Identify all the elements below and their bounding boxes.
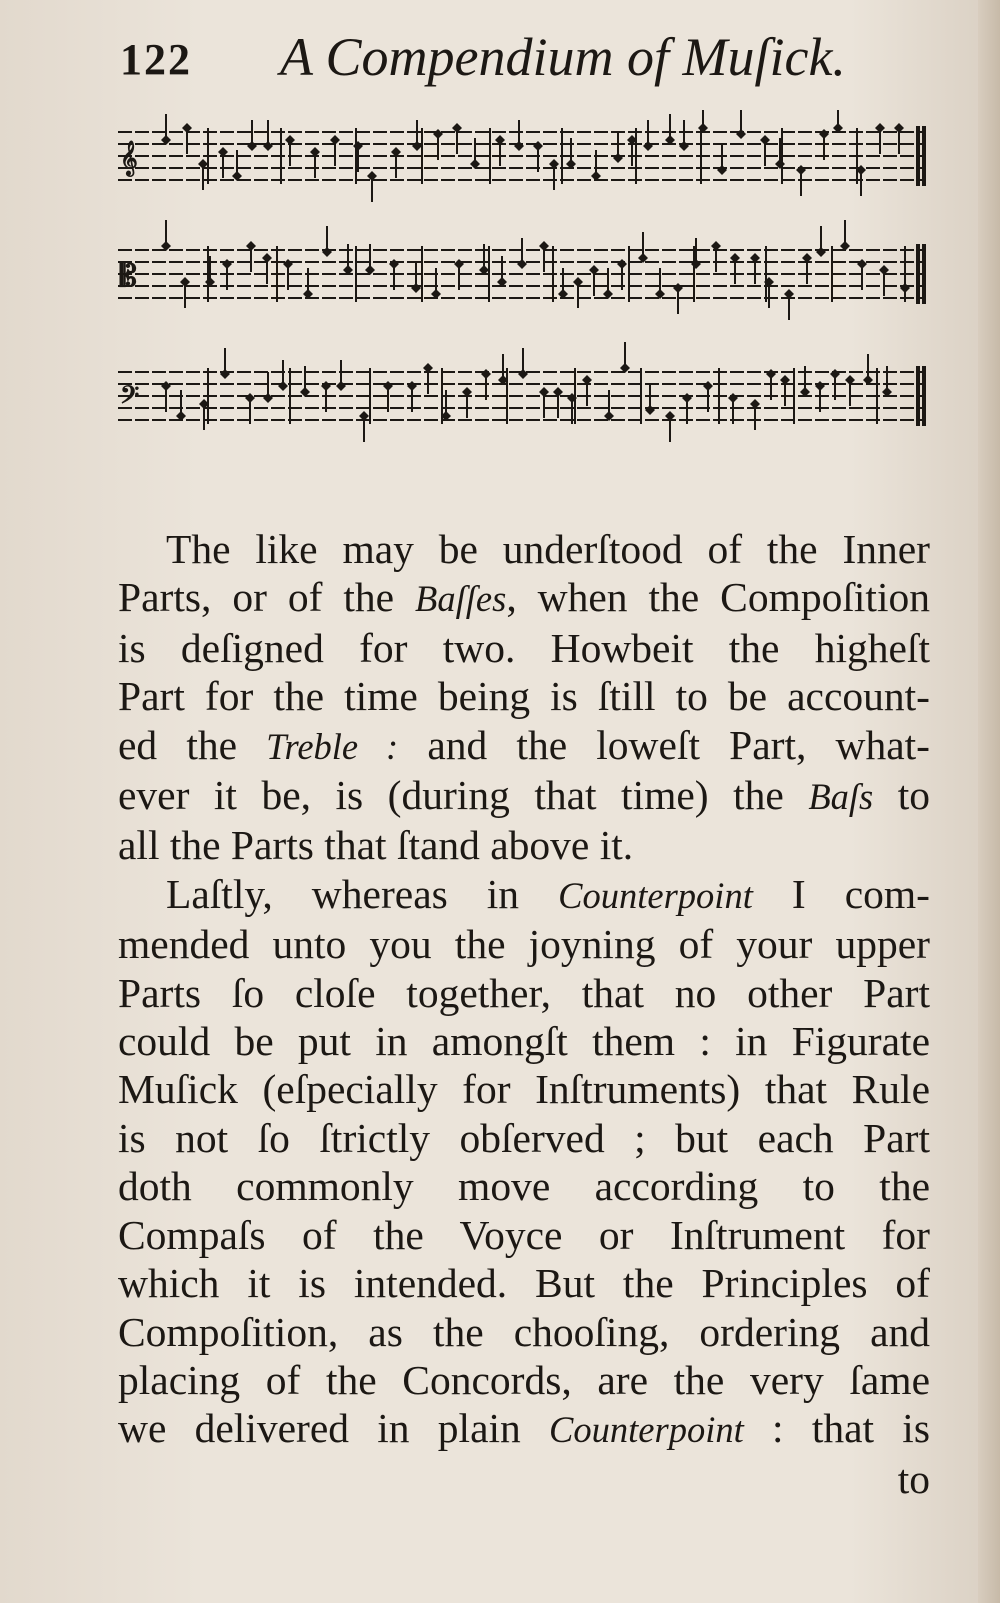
text-line: could be put in amongſt them : in Figurate	[118, 1018, 930, 1065]
music-score	[118, 110, 930, 470]
body-text	[118, 525, 930, 1503]
text-line: placing of the Concords, are the very ſame	[118, 1356, 930, 1403]
treble-clef-icon: 𝄞	[120, 141, 138, 176]
text-line: Parts, or of the Baſſes, when the Compoſition	[118, 574, 930, 621]
text-line: Laſtly, whereas in Counterpoint I com-	[166, 870, 930, 917]
music-score-graphic	[118, 110, 930, 470]
text-line: mended unto you the joyning of your upper	[118, 921, 930, 968]
text-line: Compaſs of the Voyce or Inſtrument for	[118, 1211, 930, 1258]
text-line: is not ſo ſtrictly obſerved ; but each Part	[118, 1114, 930, 1161]
page-header	[120, 26, 920, 96]
alto-clef-icon: 𝄡	[120, 259, 137, 294]
text-line: ed the Treble : and the loweſt Part, what-	[118, 721, 930, 768]
text-line: we delivered in plain Counterpoint : that is	[118, 1405, 930, 1452]
text-line: Muſick (eſpecially for Inſtruments) that Rule	[118, 1066, 930, 1113]
text-line: is deſigned for two. Howbeit the higheſt	[118, 624, 930, 671]
text-line: Compoſition, as the chooſing, ordering and	[118, 1308, 930, 1355]
text-line: doth commonly move according to the	[118, 1163, 930, 1210]
text-line: all the Parts that ſtand above it.	[118, 822, 634, 869]
text-line: Parts ſo cloſe together, that no other Part	[118, 969, 930, 1016]
running-title: A Compendium of Muſick.	[280, 27, 846, 87]
catchword: to	[897, 1455, 930, 1502]
page-number: 122	[120, 35, 192, 84]
text-line: The like may be underſtood of the Inner	[166, 526, 930, 572]
text-line: ever it be, is (during that time) the Baſs to	[118, 772, 931, 819]
text-line: Part for the time being is ſtill to be account-	[118, 673, 930, 720]
text-line: which it is intended. But the Principles of	[118, 1260, 930, 1307]
bass-clef-icon: 𝄢	[120, 381, 140, 416]
page-edge	[978, 0, 1000, 1603]
